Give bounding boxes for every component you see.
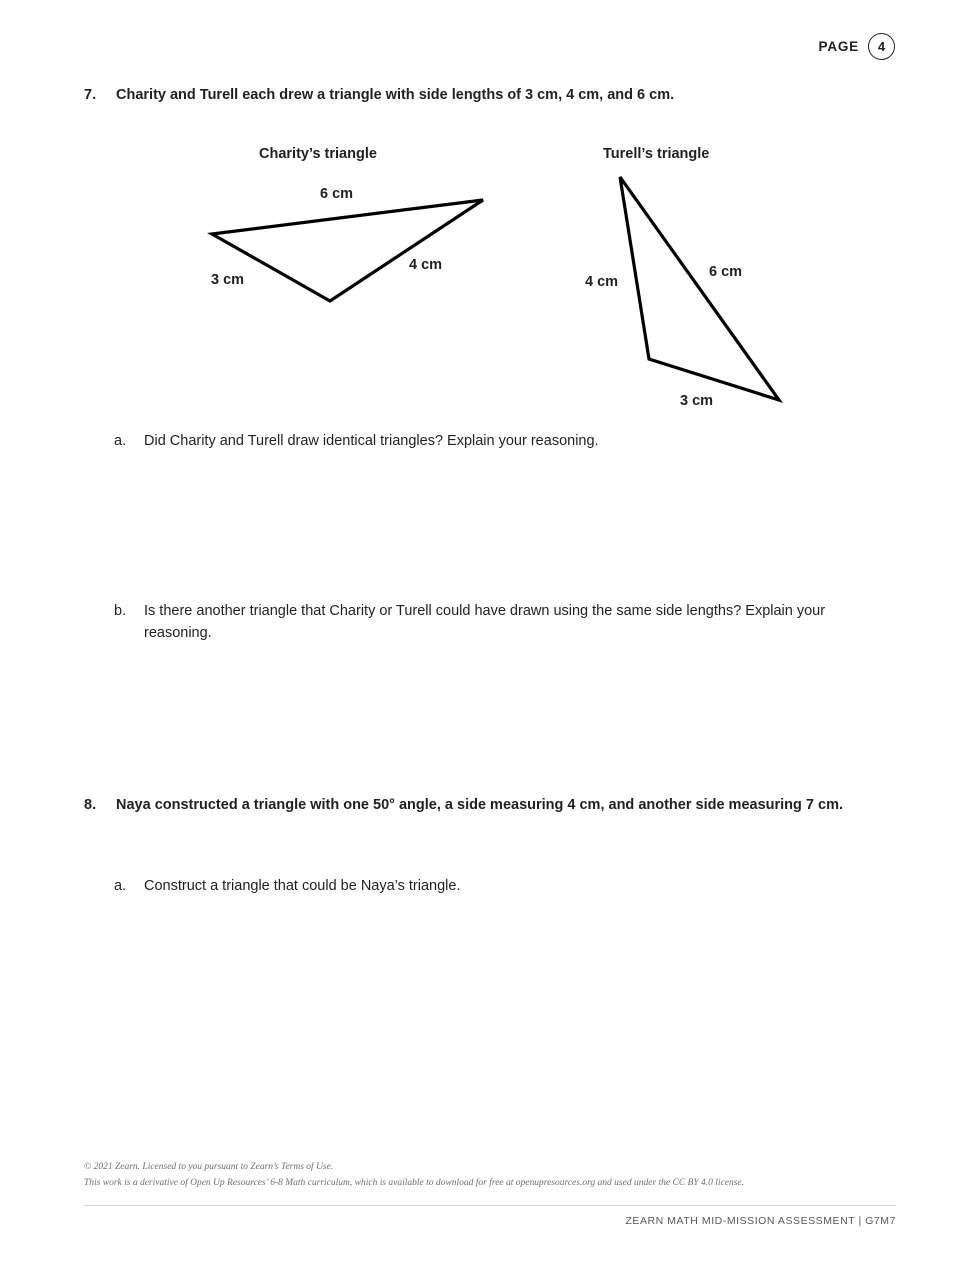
- charity-label-6cm: 6 cm: [320, 186, 354, 202]
- page-number-badge: 4: [868, 33, 895, 60]
- problem-8-part-a: [114, 875, 896, 897]
- problem-7-part-a-label: a.: [114, 433, 127, 449]
- footer-derivative-notice: This work is a derivative of Open Up Resources’ 6-8 Math curriculum, which is available to download for free at openupresources.org and used under the CC BY 4.0 license.: [84, 1177, 744, 1188]
- problem-7: [84, 85, 896, 107]
- problem-7-part-b: [114, 600, 896, 645]
- page-header: [819, 33, 895, 60]
- problem-7-text: Charity and Turell each drew a triangle with side lengths of 3 cm, 4 cm, and 6 cm.: [116, 87, 675, 103]
- problem-8-part-a-label: a.: [114, 878, 127, 894]
- footer-legal: [84, 1160, 896, 1191]
- charity-triangle-title: Charity’s triangle: [259, 146, 377, 162]
- charity-label-3cm: 3 cm: [211, 272, 245, 288]
- problem-7-part-b-label: b.: [114, 603, 127, 619]
- turell-label-3cm: 3 cm: [680, 393, 714, 409]
- turell-label-6cm: 6 cm: [709, 264, 743, 280]
- problem-7-part-a-text: Did Charity and Turell draw identical triangles? Explain your reasoning.: [144, 433, 599, 449]
- turell-triangle-title: Turell’s triangle: [603, 146, 710, 162]
- footer-copyright: © 2021 Zearn. Licensed to you pursuant to Zearn’s Terms of Use.: [84, 1162, 334, 1172]
- page-label: PAGE: [818, 39, 859, 54]
- problem-7-part-b-text: Is there another triangle that Charity or Turell could have drawn using the same side lengths? Explain your reasoning.: [144, 603, 826, 642]
- footer-assessment-label: ZEARN MATH MID-MISSION ASSESSMENT | G7M7: [84, 1205, 896, 1227]
- turell-label-4cm: 4 cm: [585, 274, 619, 290]
- problem-8: [84, 795, 896, 817]
- problem-8-number: 8.: [84, 797, 97, 813]
- triangles-figure: [84, 130, 896, 430]
- problem-8-part-a-text: Construct a triangle that could be Naya’s triangle.: [144, 878, 461, 894]
- charity-label-4cm: 4 cm: [409, 257, 443, 273]
- problem-7-number: 7.: [84, 87, 97, 103]
- triangle-drawings: [84, 130, 896, 430]
- charity-triangle-shape: [212, 200, 483, 301]
- problem-8-text: Naya constructed a triangle with one 50° angle, a side measuring 4 cm, and another side measuring 7 cm.: [116, 797, 843, 813]
- problem-7-part-a: [114, 430, 896, 452]
- turell-triangle-shape: [620, 177, 779, 400]
